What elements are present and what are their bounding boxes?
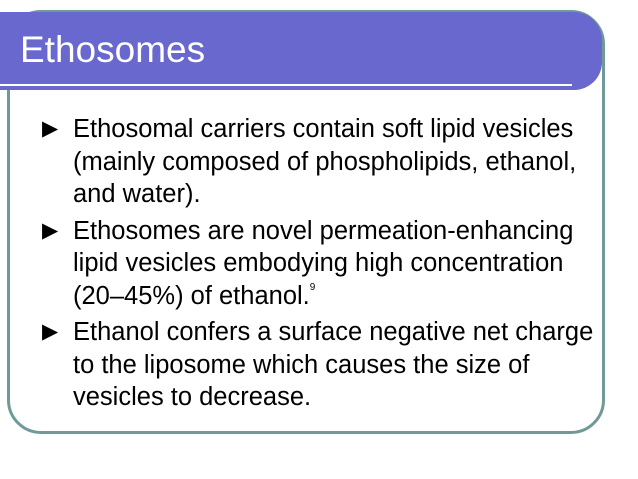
bullet-arrow-icon: ▶ xyxy=(42,117,59,140)
bullet-text: Ethosomal carriers contain soft lipid vesicles (mainly composed of phospholipids, ethanol, and water). xyxy=(73,115,577,208)
bullet-item xyxy=(42,215,602,313)
bullet-arrow-icon: ▶ xyxy=(42,218,59,242)
bullet-text: Ethosomes are novel permeation-enhancing lipid vesicles embodying high concentration (20–45%) of ethanol. xyxy=(73,216,574,310)
bullet-list xyxy=(42,113,602,418)
bullet-arrow-icon: ▶ xyxy=(42,320,59,343)
bullet-text: Ethanol confers a surface negative net charge to the liposome which causes the size of vesicles to decrease. xyxy=(73,318,594,411)
title-underline xyxy=(0,84,572,86)
bullet-item xyxy=(42,316,602,414)
slide-title: Ethosomes xyxy=(20,29,206,70)
reference-superscript: 9 xyxy=(309,281,316,293)
bullet-item xyxy=(42,113,602,211)
